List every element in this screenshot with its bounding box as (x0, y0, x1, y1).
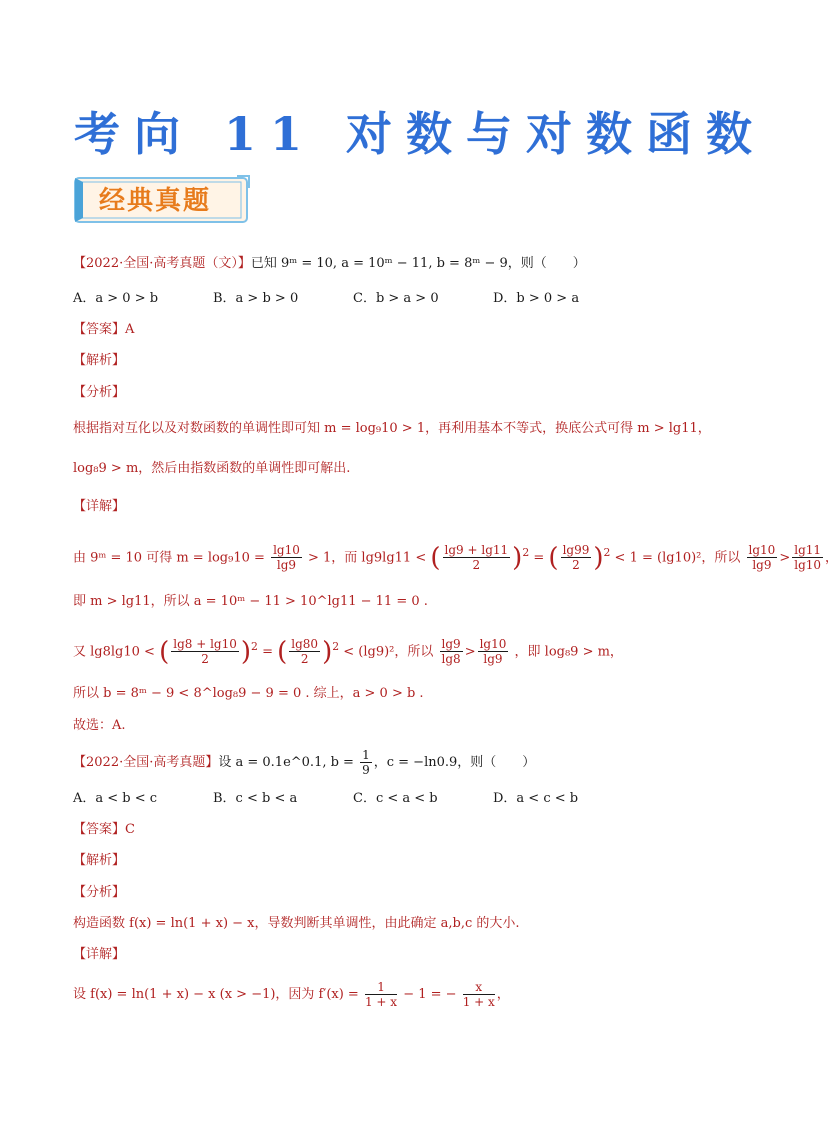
q1-options (73, 289, 633, 309)
frac-num: lg80 (291, 637, 319, 652)
q1-jiexi-label: 【解析】 (73, 353, 126, 368)
q1-d3-part-d: ，即 log₈9 > m， (514, 644, 623, 660)
q1-detail-1: 由 9ᵐ = 10 可得 m = log₉10 = $\frac{\lg 10}{\lg 9}$ > 1，而 lg9lg11 < ( $\frac{\lg 9 + \lg 11}{2}$ )$^2$ = ( $\frac{\lg 99}{2}$ )$^2$ < 1 = (lg10)²，所以 $\frac{\lg 10}{\lg 9}$ > $\frac{\lg 11}{\lg 10}$ ， (73, 542, 838, 573)
fraction-1-1px (365, 980, 397, 1009)
fraction-lg10-lg9-b (747, 543, 778, 572)
paren-open: ( (548, 542, 559, 573)
q2-detail-1 (73, 978, 510, 1012)
q2-stem (73, 748, 535, 778)
q1-answer-value: A (125, 322, 135, 337)
frac-den: 2 (472, 558, 481, 573)
paren-open: ( (277, 636, 288, 667)
q1-detail-4: 所以 b = 8ᵐ − 9 < 8^log₈9 − 9 = 0 . 综上，a > 0 > b . (73, 686, 424, 701)
frac-num: lg99 (562, 543, 590, 558)
q1-d3-part-b: = (262, 644, 273, 660)
q1-d1-part-b: > 1，而 lg9lg11 < (308, 550, 427, 566)
paren-close: ) (240, 636, 252, 667)
frac-den: lg10 (794, 558, 822, 573)
frac-num: lg9 (441, 637, 461, 652)
q1-d1-part-d: < 1 = (lg10)²，所以 (614, 550, 741, 566)
frac-num: x (463, 980, 495, 995)
q1-stem (73, 254, 586, 274)
frac-den: 2 (300, 652, 309, 667)
paren-close: ) (593, 542, 604, 573)
frac-num: lg9 + lg11 (444, 543, 509, 558)
fraction-lg11-lg10 (792, 543, 823, 572)
q2-answer-value: C (125, 822, 135, 837)
fraction-lg8plg10-2 (171, 637, 239, 666)
frac-num: lg10 (748, 543, 776, 558)
fraction-x-1px (463, 980, 495, 1009)
frac-den: lg9 (276, 558, 297, 573)
paren-open: ( (430, 542, 441, 573)
q1-d3-part-c: < (lg9)²，所以 (343, 644, 434, 660)
frac-den: 1 + x (462, 995, 495, 1009)
q2-d1-part-c: ， (496, 987, 510, 1002)
q1-xiangjie-label: 【详解】 (73, 499, 126, 514)
frac-den: 2 (572, 558, 580, 573)
q1-analysis-1: 根据指对互化以及对数函数的单调性即可知 m = log₉10 > 1，再利用基本不等式，换底公式可得 m > lg11， (73, 421, 711, 436)
q2-jiexi-label: 【解析】 (73, 853, 126, 868)
paren-close: ) (322, 636, 333, 667)
fraction-lg9-lg8 (440, 637, 463, 666)
fraction-lg99-2 (561, 543, 592, 572)
q2-stem-b: ，c = −ln0.9，则（ ） (373, 755, 536, 770)
q2-option-c: C．c < a < b (353, 791, 438, 806)
q1-detail-3: 又 lg8lg10 < ( $\frac{\lg 8 + \lg 10}{2}$ )$^2$ = ( $\frac{\lg 80}{2}$ )$^2$ < (lg9)²，所以 $\frac{\lg 9}{\lg 8}$ > $\frac{\lg 10}{\lg 9}$ ，即 log₈9 > m， (73, 636, 623, 667)
q2-stem-a: 设 a = 0.1e^0.1, b = (218, 755, 354, 770)
q2-option-a: A．a < b < c (73, 791, 158, 806)
frac-num: lg10 (479, 637, 507, 652)
frac-den: lg9 (483, 652, 503, 667)
banner-label: 经典真题 (99, 186, 212, 216)
q1-option-c: C．b > a > 0 (353, 291, 439, 306)
q2-answer-label: 【答案】 (73, 822, 126, 837)
fraction-1-9 (360, 748, 372, 777)
fraction-lg80-2 (289, 637, 320, 666)
frac-den: 9 (362, 763, 370, 777)
q1-analysis-2: log₈9 > m，然后由指数函数的单调性即可解出. (73, 461, 351, 476)
frac-num: 1 (362, 748, 370, 762)
q1-d1-part-c: = (533, 550, 545, 566)
q2-analysis: 构造函数 f(x) = ln(1 + x) − x，导数判断其单调性，由此确定 a,b,c 的大小. (73, 916, 520, 931)
q2-fenxi-label: 【分析】 (73, 885, 126, 900)
fraction-lg10-lg9 (271, 543, 302, 572)
frac-den: lg8 (441, 652, 461, 667)
q1-d3-part-a: 又 lg8lg10 < (73, 644, 155, 660)
q1-d1-part-e: ， (825, 550, 838, 566)
q1-option-b: B．a > b > 0 (213, 291, 299, 306)
q1-answer-label: 【答案】 (73, 322, 126, 337)
q1-fenxi-label: 【分析】 (73, 385, 126, 400)
q1-option-d: D．b > 0 > a (493, 291, 580, 306)
frac-num: 1 (365, 980, 397, 995)
q1-final: 故选：A. (73, 718, 126, 733)
frac-num: lg11 (794, 543, 822, 558)
frac-num: lg10 (273, 543, 300, 558)
frac-den: 2 (201, 652, 209, 667)
frac-den: 1 + x (364, 995, 398, 1009)
q1-d1-part-a: 由 9ᵐ = 10 可得 m = log₉10 = (73, 550, 265, 566)
page-title: 考向 11 对数与对数函数 (74, 107, 767, 161)
fraction-lg9plg11-2 (443, 543, 511, 572)
paren-open: ( (159, 636, 170, 667)
q2-d1-part-b: − 1 = − (403, 987, 457, 1002)
q1-stem-text: 已知 9ᵐ = 10, a = 10ᵐ − 11, b = 8ᵐ − 9，则（ ） (250, 256, 586, 271)
q2-source: 【2022·全国·高考真题】 (73, 755, 219, 770)
q1-option-a: A．a > 0 > b (73, 291, 159, 306)
frac-num: lg8 + lg10 (173, 637, 237, 652)
q1-source: 【2022·全国·高考真题（文）】 (73, 256, 251, 271)
q2-options (73, 789, 633, 809)
frac-den: lg9 (752, 558, 772, 573)
paren-close: ) (512, 542, 523, 573)
q2-d1-part-a: 设 f(x) = ln(1 + x) − x (x > −1)，因为 f′(x) = (73, 987, 359, 1002)
q2-option-b: B．c < b < a (213, 791, 298, 806)
q1-answer (73, 320, 134, 340)
q2-xiangjie-label: 【详解】 (73, 947, 126, 962)
fraction-lg10-lg9-c (478, 637, 509, 666)
section-banner (73, 172, 251, 224)
q1-detail-2: 即 m > lg11，所以 a = 10ᵐ − 11 > 10^lg11 − 11 = 0 . (73, 594, 428, 609)
q2-answer (73, 820, 135, 840)
q2-option-d: D．a < c < b (493, 791, 579, 806)
